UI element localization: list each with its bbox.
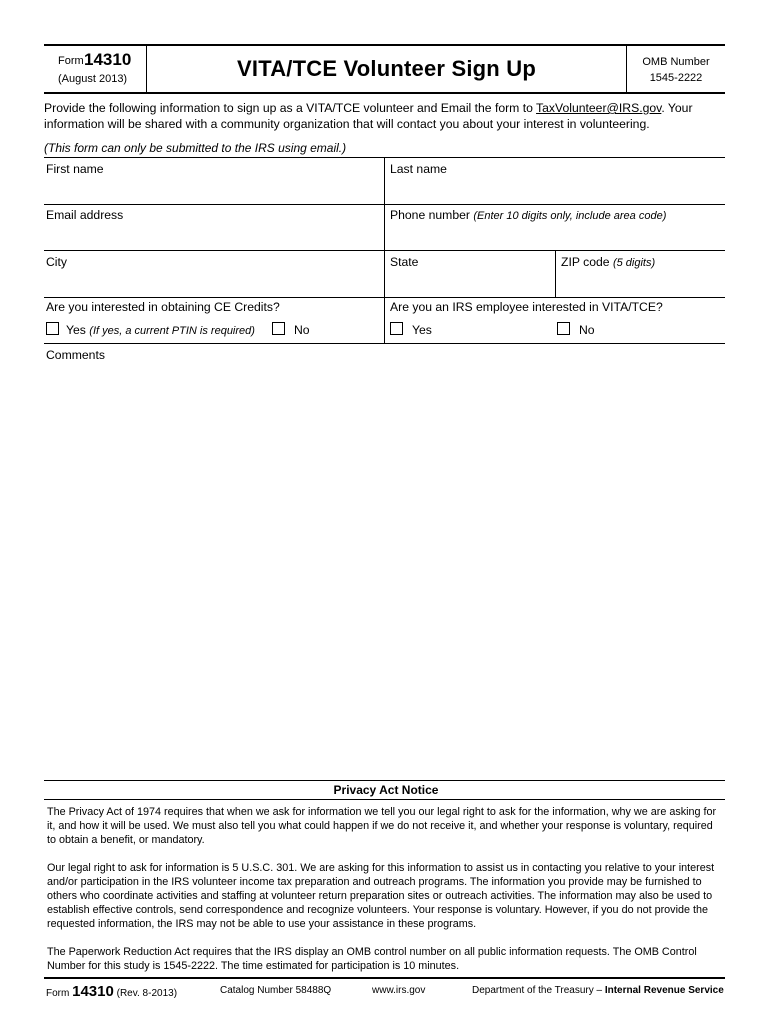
zip-label: ZIP code (561, 255, 610, 269)
footer-catalog: Catalog Number 58488Q (220, 985, 332, 996)
irs-yes-checkbox[interactable] (390, 322, 403, 335)
omb-label: OMB Number (642, 56, 710, 68)
omb-cell (626, 46, 725, 92)
last-name-field[interactable]: Last name (390, 162, 447, 176)
page-title: VITA/TCE Volunteer Sign Up (237, 56, 536, 81)
phone-hint: (Enter 10 digits only, include area code) (473, 210, 667, 222)
email-field[interactable]: Email address (46, 208, 124, 222)
comments-label: Comments (46, 348, 105, 362)
privacy-paragraph-3: The Paperwork Reduction Act requires that the IRS display an OMB control number on all public information requests. The OMB Control Number for this study is 1545-2222. The time estimated for participation is 10 minutes. (47, 946, 697, 972)
privacy-title-line (44, 799, 725, 800)
irs-yes-label: Yes (412, 323, 432, 337)
footer-agency: Internal Revenue Service (604, 985, 724, 996)
privacy-paragraph-1: The Privacy Act of 1974 requires that when we ask for information we tell you our legal right to ask for the information, why we are asking for it, and how it will be used. We must also tell you what could happen if we do not receive it, and whether your response is voluntary, required to obtain a benefit, or mandatory. (47, 806, 717, 846)
grid-line-row4 (44, 343, 725, 344)
footer-dept: Department of the Treasury – Internal Revenue Service (472, 985, 724, 996)
irs-employee-question: Are you an IRS employee interested in VITA/TCE? (390, 300, 663, 314)
form-header (44, 44, 725, 94)
submission-note: (This form can only be submitted to the IRS using email.) (44, 141, 347, 155)
comments-textarea[interactable] (44, 366, 725, 776)
footer-form-id: Form 14310 (Rev. 8-2013) (46, 983, 178, 1000)
footer-rev: (Rev. 8-2013) (116, 988, 178, 999)
ce-yes-label: Yes (If yes, a current PTIN is required) (66, 323, 255, 337)
form-id-cell (44, 46, 147, 92)
volunteer-email-link[interactable]: TaxVolunteer@IRS.gov (536, 101, 662, 115)
intro-text-after: . Your information will be shared with a community organization that will contact you about your interest in volunteering. (44, 101, 693, 131)
form-number: 14310 (84, 50, 132, 69)
footer-line (44, 977, 725, 979)
ce-yes-hint: (If yes, a current PTIN is required) (89, 325, 255, 337)
city-field[interactable]: City (46, 255, 67, 269)
intro-text-before: Provide the following information to sign up as a VITA/TCE volunteer and Email the form to (44, 101, 537, 115)
privacy-paragraph-2: Our legal right to ask for information is 5 U.S.C. 301. We are asking for this information to assist us in contacting you relative to your interest and/or participation in the IRS volunteer income tax preparation and outreach programs. The information you provide may be furnished to others who coordinate activities and staffing at volunteer return preparation sites or outreach activities. The information may also be used to establish effective controls, send correspondence and recognize volunteers. Your response is voluntary. However, if you do not provide the requested information, the IRS may not be able to use your assistance in these programs. (47, 862, 715, 930)
ce-no-label: No (294, 323, 310, 337)
irs-no-checkbox[interactable] (557, 322, 570, 335)
intro-paragraph (44, 100, 728, 132)
form-label: Form (58, 55, 84, 67)
footer-website[interactable]: www.irs.gov (372, 985, 426, 996)
grid-line-center (384, 157, 385, 343)
ce-credits-question: Are you interested in obtaining CE Credits? (46, 300, 280, 314)
first-name-field[interactable]: First name (46, 162, 104, 176)
privacy-top-line (44, 780, 725, 781)
privacy-title: Privacy Act Notice (333, 783, 439, 797)
form-date: (August 2013) (58, 73, 128, 85)
grid-line-zip (555, 250, 556, 297)
zip-hint: (5 digits) (612, 257, 656, 269)
ce-no-checkbox[interactable] (272, 322, 285, 335)
irs-no-label: No (579, 323, 595, 337)
phone-label: Phone number (390, 208, 470, 222)
footer-form-number: 14310 (72, 983, 114, 1000)
state-field[interactable]: State (390, 255, 419, 269)
zip-field[interactable] (561, 255, 655, 269)
omb-number: 1545-2222 (649, 72, 703, 84)
phone-field[interactable] (390, 208, 666, 222)
ce-yes-checkbox[interactable] (46, 322, 59, 335)
